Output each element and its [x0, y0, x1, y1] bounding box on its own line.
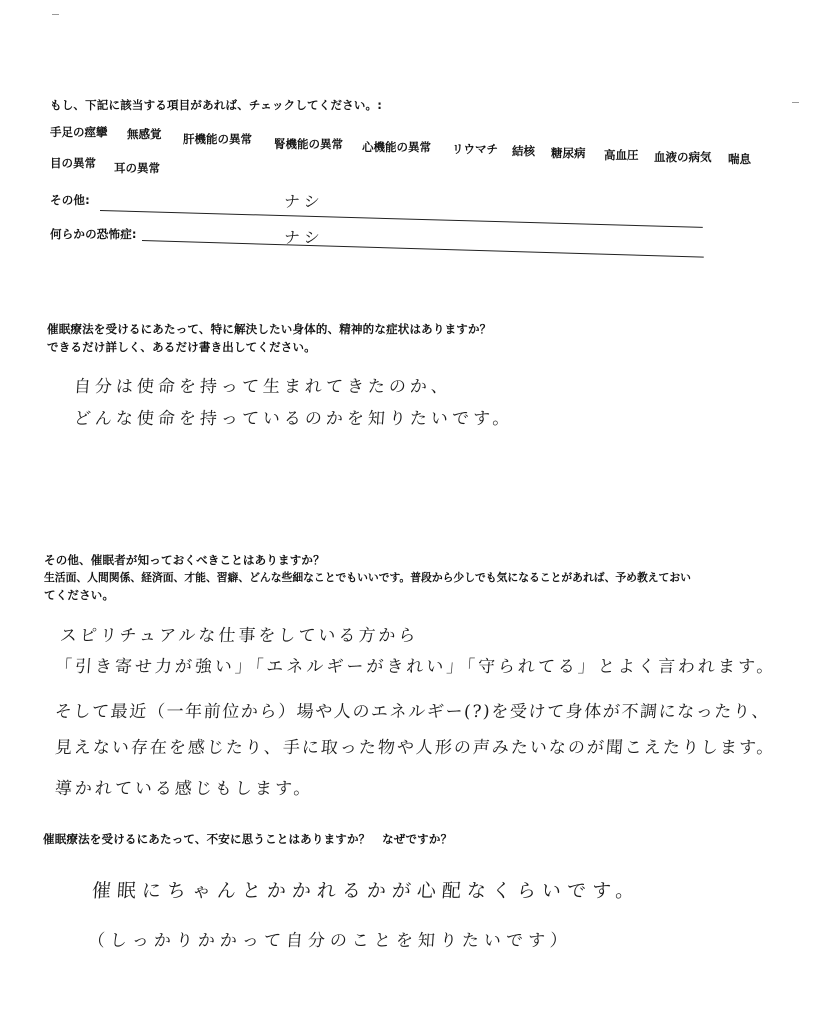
condition-item: 無感覚	[127, 127, 162, 141]
condition-item: リウマチ	[452, 142, 498, 156]
q3-question: 催眠療法を受けるにあたって、不安に思うことはありますか？ なぜですか？	[43, 832, 453, 846]
q1-instruction: できるだけ詳しく、あるだけ書き出してください。	[47, 340, 316, 354]
other-underline	[100, 210, 703, 228]
q2-answer-line: 「引き寄せ力が強い」「エネルギーがきれい」「守られてる」とよく言われます。	[54, 657, 778, 677]
phobia-answer: ナシ	[283, 228, 325, 247]
q2-answer-line: スピリチュアルな仕事をしている方から	[59, 626, 420, 646]
condition-item: 血液の病気	[654, 150, 712, 164]
condition-item: 耳の異常	[114, 161, 160, 175]
other-answer: ナシ	[283, 192, 325, 211]
q3-answer-line: 催眠にちゃんとかかれるかが心配なくらいです。	[91, 880, 642, 902]
q2-question: その他、催眠者が知っておくべきことはありますか？	[44, 553, 325, 567]
condition-item: 目の異常	[50, 156, 96, 170]
q1-question: 催眠療法を受けるにあたって、特に解決したい身体的、精神的な症状はありますか？	[47, 322, 492, 336]
q2-instruction-cont: てください。	[44, 588, 115, 602]
q2-answer-line: そして最近（一年前位から）場や人のエネルギー(?)を受けて身体が不調になったり、	[54, 702, 771, 722]
other-label: その他:	[50, 193, 90, 207]
q2-answer-line: 導かれている感じもします。	[54, 779, 315, 799]
q1-answer-line: どんな使命を持っているのかを知りたいです。	[73, 409, 515, 429]
scan-mark	[52, 14, 59, 15]
phobia-label: 何らかの恐怖症:	[50, 227, 137, 241]
condition-item: 腎機能の異常	[274, 137, 343, 151]
condition-item: 糖尿病	[551, 146, 586, 160]
condition-item: 喘息	[728, 152, 751, 166]
condition-item: 肝機能の異常	[183, 132, 252, 146]
phobia-underline	[142, 240, 704, 258]
q2-instruction: 生活面、人間関係、経済面、才能、習癖、どんな些細なことでもいいです。普段から少しでも気になることがあれば、予め教えておい	[44, 571, 691, 584]
q1-answer-line: 自分は使命を持って生まれてきたのか、	[73, 377, 453, 397]
condition-item: 結核	[512, 144, 535, 158]
q2-answer-line: 見えない存在を感じたり、手に取った物や人形の声みたいなのが聞こえたりします。	[54, 738, 777, 758]
checklist-prompt: もし、下記に該当する項目があれば、チェックしてください。:	[50, 98, 383, 112]
condition-item: 手足の痙攣	[50, 125, 108, 139]
condition-item: 心機能の異常	[362, 140, 431, 154]
scan-mark	[792, 102, 799, 103]
q3-answer-line: （しっかりかかって自分のことを知りたいです）	[87, 931, 573, 951]
condition-item: 高血圧	[604, 148, 639, 162]
